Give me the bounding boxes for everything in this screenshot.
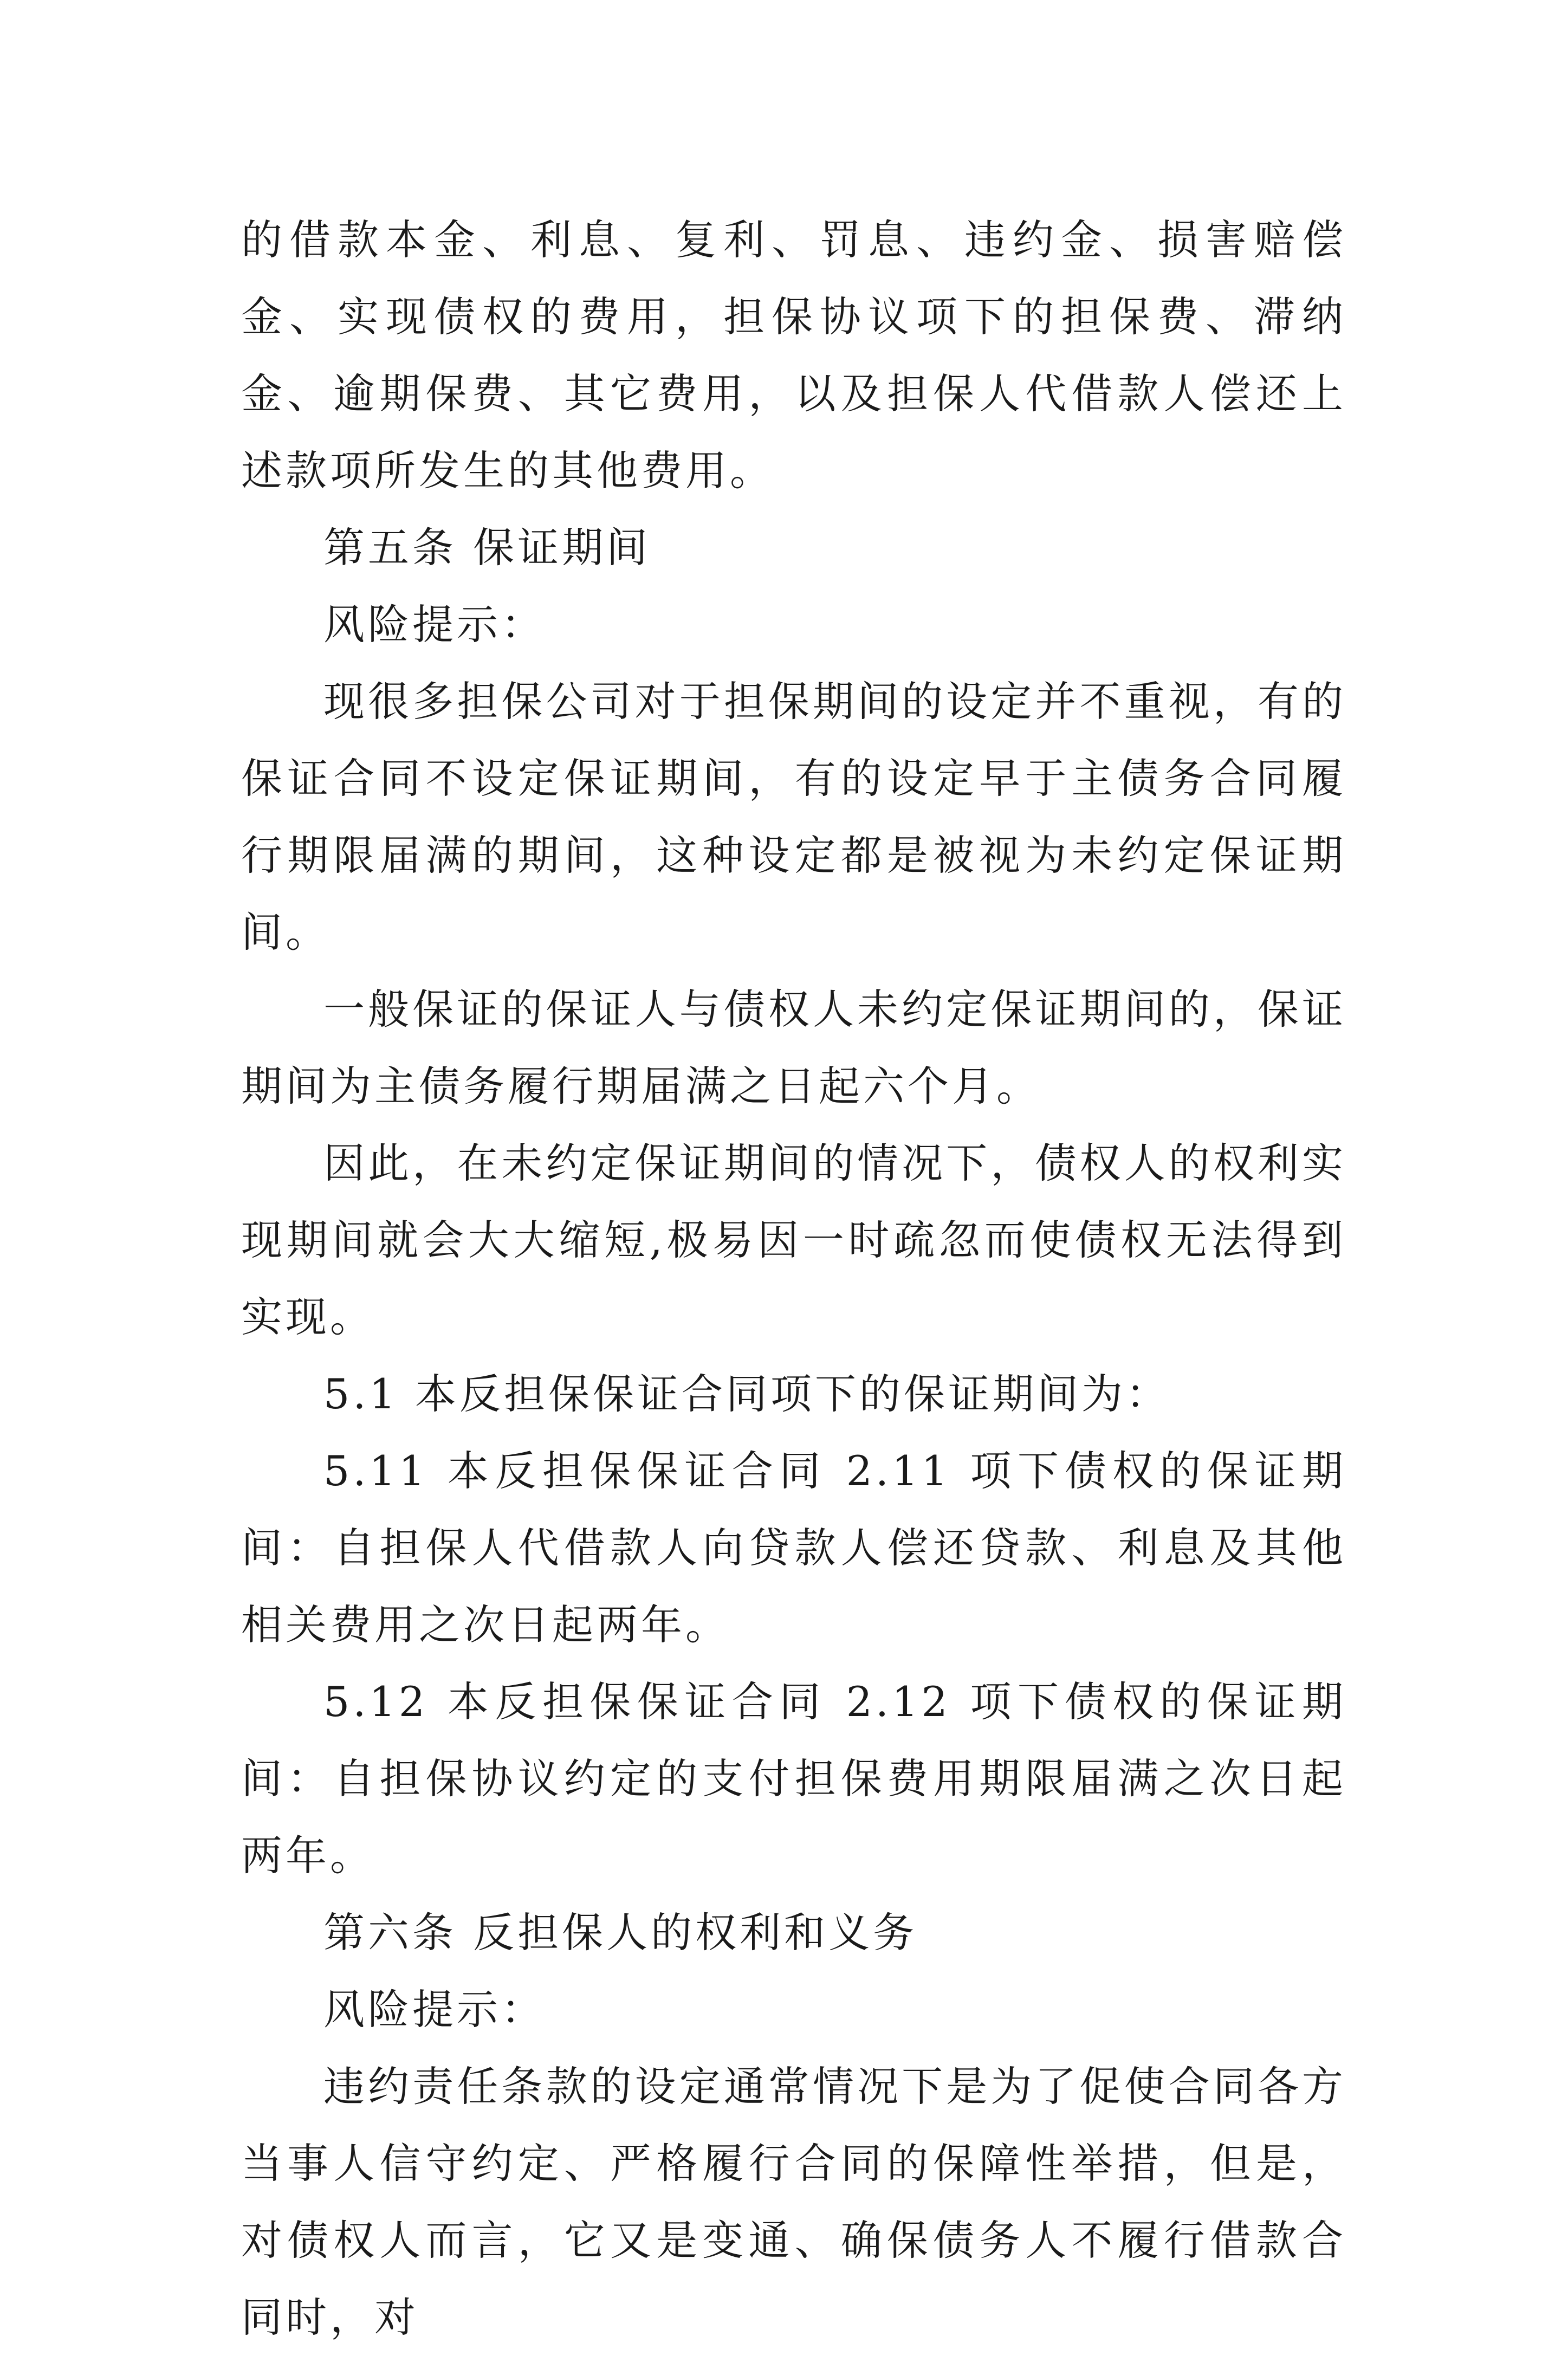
paragraph: 因此，在未约定保证期间的情况下，债权人的权利实现期间就会大大缩短,极易因一时疏忽而使债权无法得到实现。 xyxy=(241,1139,1346,1341)
article-5-heading: 第五条 保证期间 xyxy=(323,523,651,572)
document-body xyxy=(241,202,1346,2356)
paragraph-continuation: 的借款本金、利息、复利、罚息、违约金、损害赔偿金、实现债权的费用，担保协议项下的担保费、滞纳金、逾期保费、其它费用，以及担保人代借款人偿还上述款项所发生的其他费用。 xyxy=(241,216,1346,495)
risk-notice-label: 风险提示： xyxy=(323,1985,546,2034)
clause-5-12: 5.12 本反担保保证合同 2.12 项下债权的保证期间：自担保协议约定的支付担保费用期限届满之次日起两年。 xyxy=(241,1678,1346,1880)
clause-5-1: 5.1 本反担保保证合同项下的保证期间为： xyxy=(323,1370,1171,1418)
paragraph: 现很多担保公司对于担保期间的设定并不重视，有的保证合同不设定保证期间，有的设定早于主债务合同履行期限届满的期间，这种设定都是被视为未约定保证期间。 xyxy=(241,677,1346,956)
risk-notice-label: 风险提示： xyxy=(323,600,546,649)
clause-5-11: 5.11 本反担保保证合同 2.11 项下债权的保证期间：自担保人代借款人向贷款人偿还贷款、利息及其他相关费用之次日起两年。 xyxy=(241,1447,1346,1649)
paragraph: 一般保证的保证人与债权人未约定保证期间的，保证期间为主债务履行期届满之日起六个月。 xyxy=(241,985,1346,1110)
article-6-heading: 第六条 反担保人的权利和义务 xyxy=(323,1908,918,1957)
paragraph: 违约责任条款的设定通常情况下是为了促使合同各方当事人信守约定、严格履行合同的保障性举措，但是，对债权人而言，它又是变通、确保债务人不履行借款合同时，对 xyxy=(241,2062,1346,2341)
